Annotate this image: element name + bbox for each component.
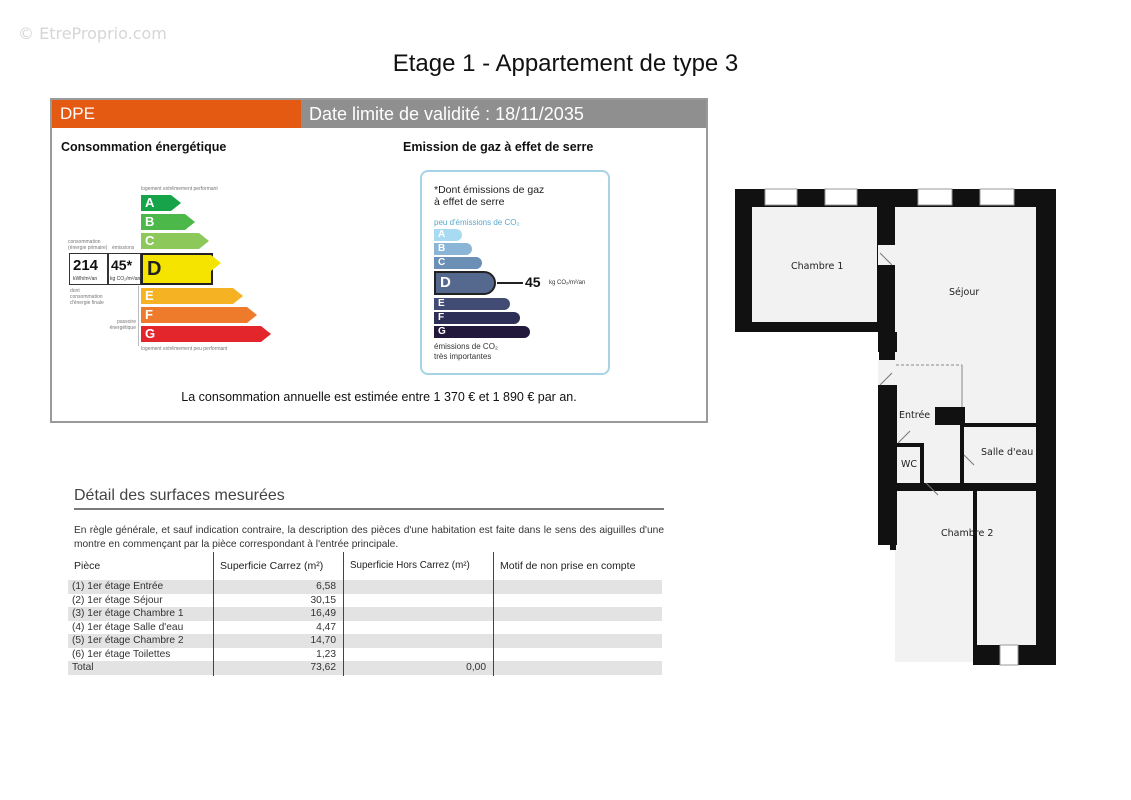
energy-class-c: C: [141, 233, 199, 249]
annual-consumption-note: La consommation annuelle est estimée entre 1 370 € et 1 890 € par an.: [181, 390, 577, 404]
energy-top-note: logement extrêmement performant: [141, 186, 218, 192]
room-label-chambre2: Chambre 2: [941, 528, 994, 539]
energy-class-a: A: [141, 195, 171, 211]
dpe-validity-date: Date limite de validité : 18/11/2035: [301, 100, 706, 128]
watermark: © EtreProprio.com: [18, 24, 167, 43]
ges-class-b: B: [434, 243, 472, 255]
table-row: (1) 1er étage Entrée 6,58: [68, 580, 662, 594]
page-title: Etage 1 - Appartement de type 3: [392, 50, 739, 77]
table-divider: [213, 552, 214, 676]
col-piece: Pièce: [74, 560, 101, 572]
ges-class-f: F: [434, 312, 520, 324]
table-row: (4) 1er étage Salle d'eau 4,47: [72, 621, 336, 633]
table-row: (5) 1er étage Chambre 2 14,70: [68, 634, 662, 648]
ges-note-line1: *Dont émissions de gaz: [434, 184, 545, 196]
ges-low-note: peu d'émissions de CO₂: [434, 218, 520, 227]
room-label-salle-eau: Salle d'eau: [981, 447, 1034, 458]
consumption-heading: Consommation énergétique: [61, 140, 227, 154]
floor-plan: [730, 185, 1060, 670]
ges-box: [420, 170, 610, 375]
ges-class-a: A: [434, 229, 462, 241]
emission-value: 45*: [111, 257, 133, 273]
table-row: (3) 1er étage Chambre 1 16,49: [68, 607, 662, 621]
table-row: (6) 1er étage Toilettes 1,23: [72, 648, 336, 660]
final-energy-note: dont consommation d'énergie finale: [70, 288, 104, 306]
surfaces-title-rule: [74, 508, 664, 510]
value-box-divider: [107, 254, 109, 284]
emission-value-unit: kg CO₂/m²/an: [110, 276, 141, 282]
energy-class-f: F: [141, 307, 247, 323]
room-label-chambre1: Chambre 1: [791, 261, 844, 272]
ges-class-e: E: [434, 298, 510, 310]
energy-class-d-current: D: [141, 253, 213, 285]
energy-class-e: E: [141, 288, 233, 304]
room-label-wc: WC: [901, 459, 918, 470]
ges-class-d-current: D: [434, 271, 496, 295]
energy-class-b: B: [141, 214, 185, 230]
emission-left-note: émissions: [112, 245, 135, 251]
energy-class-g: G: [141, 326, 261, 342]
ges-note-line2: à effet de serre: [434, 196, 505, 208]
ges-value-line: [497, 282, 523, 284]
ges-class-c: C: [434, 257, 482, 269]
ges-class-g: G: [434, 326, 530, 338]
table-row: (2) 1er étage Séjour 30,15: [72, 594, 336, 606]
surfaces-title: Détail des surfaces mesurées: [74, 487, 285, 504]
dpe-panel: [50, 98, 708, 423]
energy-value: 214: [73, 257, 99, 274]
col-carrez: Superficie Carrez (m²): [220, 560, 324, 572]
energy-bottom-note: logement extrêmement peu performant: [141, 346, 228, 352]
passoire-note: passoire énergétique: [109, 319, 136, 331]
dpe-header: [52, 100, 706, 128]
dpe-label: DPE: [52, 100, 301, 128]
room-label-entree: Entrée: [899, 410, 931, 421]
ges-high-note-line1: émissions de CO₂: [434, 342, 499, 351]
table-header: [68, 554, 662, 578]
table-total-row: Total 73,62 0,00: [68, 661, 662, 675]
ges-value-unit: kg CO₂/m²/an: [549, 280, 586, 286]
scale-bracket: [138, 286, 139, 346]
ges-value: 45: [525, 274, 541, 290]
table-divider: [343, 552, 344, 676]
energy-left-note: consommation (énergie primaire): [68, 239, 108, 251]
ges-high-note-line2: très importantes: [434, 352, 492, 361]
table-divider: [493, 552, 494, 676]
col-hors-carrez: Superficie Hors Carrez (m²): [350, 560, 470, 571]
surfaces-description: En règle générale, et sauf indication contraire, la description des pièces d'une habitation est faite dans le sens des aiguilles d'une montre en commençant par la pièce correspondant à l'entrée principale.: [74, 525, 664, 550]
room-label-sejour: Séjour: [949, 287, 980, 298]
col-motif: Motif de non prise en compte: [500, 560, 636, 572]
energy-value-unit: kWh/m²/an: [73, 276, 98, 282]
ges-heading: Emission de gaz à effet de serre: [403, 140, 594, 154]
